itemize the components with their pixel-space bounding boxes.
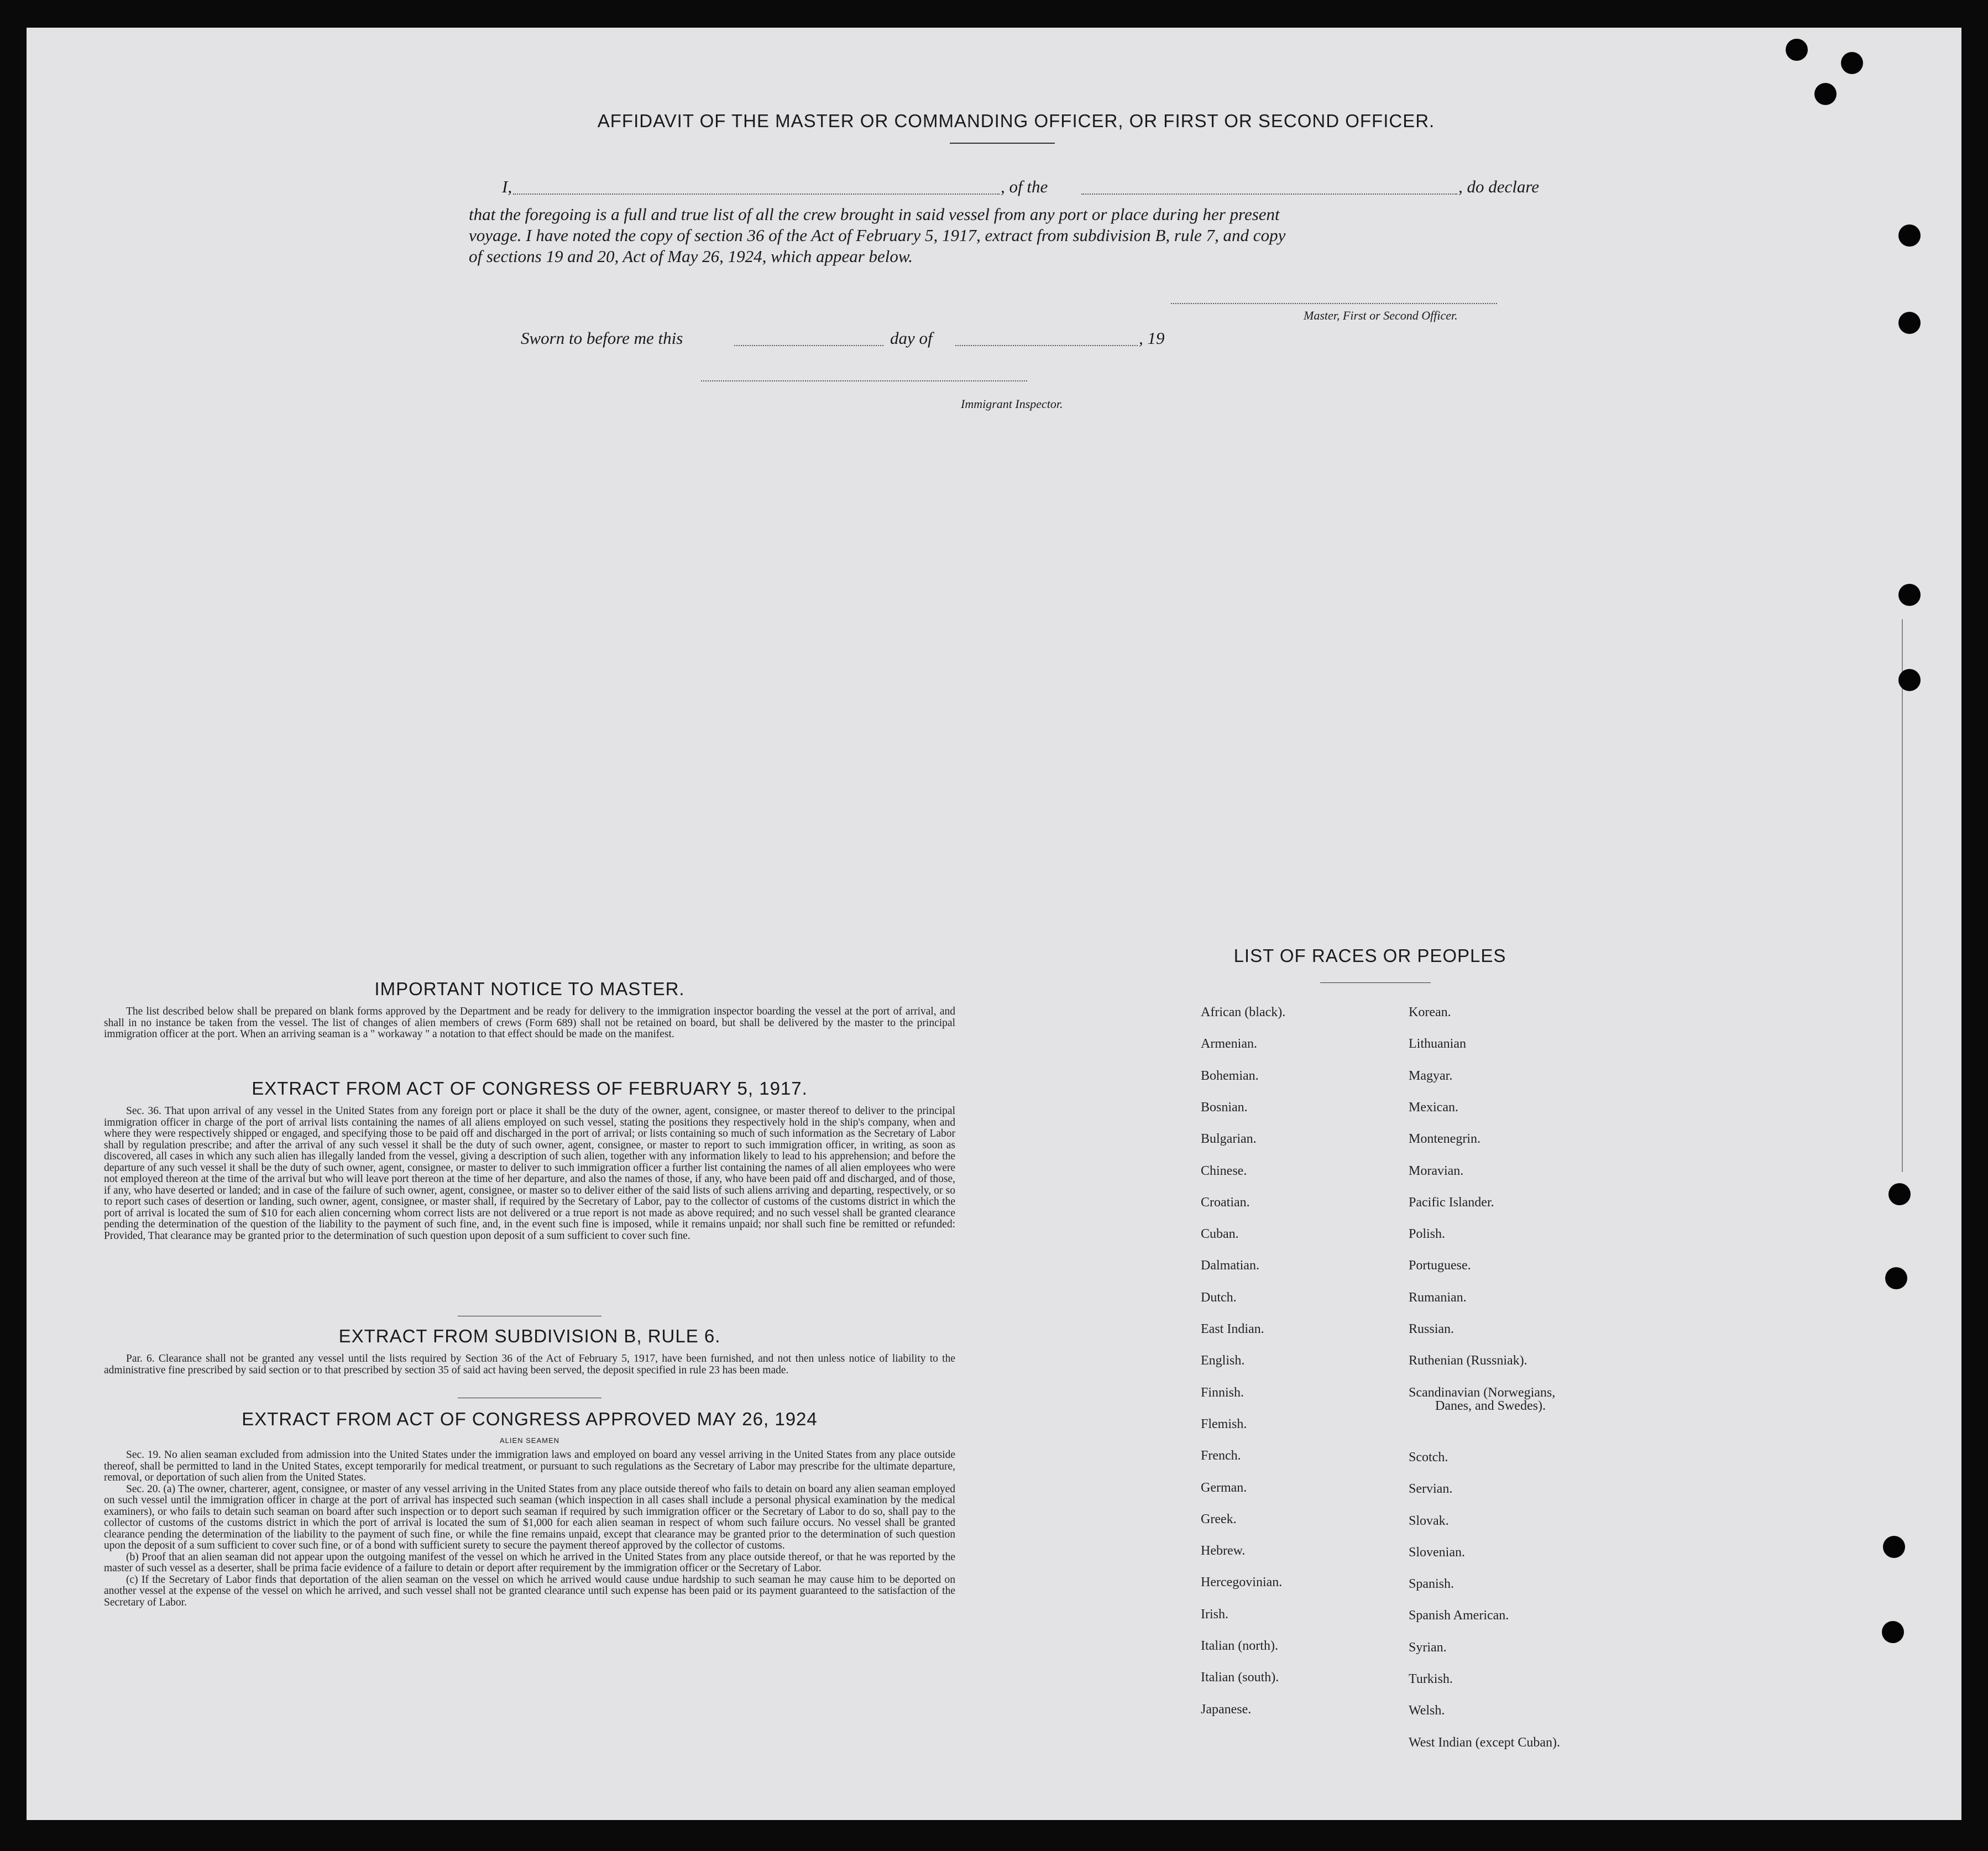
race-item: Pacific Islander. (1409, 1195, 1494, 1210)
race-item: Moravian. (1409, 1163, 1464, 1178)
race-item: Bulgarian. (1201, 1132, 1257, 1147)
race-item: Bohemian. (1201, 1068, 1259, 1083)
title-rule (950, 143, 1055, 144)
binder-hole (1882, 1621, 1904, 1643)
race-item: Spanish. (1409, 1577, 1455, 1592)
race-item: Welsh. (1409, 1703, 1445, 1718)
binder-hole (1898, 312, 1921, 334)
races-rule (1320, 982, 1431, 983)
binder-hole (1888, 1183, 1911, 1205)
year-label: , 19 (1139, 328, 1165, 348)
sworn-day-line (734, 345, 883, 346)
extract-rule6-body (104, 1353, 955, 1376)
race-item: Danes, and Swedes). (1435, 1398, 1546, 1413)
binder-hole (1883, 1536, 1905, 1558)
race-item: Magyar. (1409, 1068, 1453, 1083)
margin-line (1902, 619, 1903, 1172)
affidavit-of-the: , of the (1001, 177, 1048, 196)
binder-hole (1786, 39, 1808, 61)
race-item: West Indian (except Cuban). (1409, 1735, 1560, 1750)
inspector-label: Immigrant Inspector. (961, 397, 1063, 411)
sworn-label: Sworn to before me this (521, 328, 683, 348)
race-item: Rumanian. (1409, 1290, 1467, 1305)
extract-1917-body (104, 1106, 955, 1242)
master-signature-label: Master, First or Second Officer. (1304, 308, 1458, 322)
affidavit-line-2: voyage. I have noted the copy of section 36 of the Act of February 5, 1917, extract from subdivision B, rule 7, and copy (469, 226, 1286, 245)
race-item: Turkish. (1409, 1672, 1453, 1686)
race-item: East Indian. (1201, 1322, 1264, 1336)
vessel-blank-line (1081, 194, 1457, 195)
race-item: Russian. (1409, 1322, 1455, 1336)
race-item: Portuguese. (1409, 1258, 1471, 1273)
affidavit-line-3: of sections 19 and 20, Act of May 26, 1924, which appear below. (469, 247, 913, 266)
binder-hole (1814, 83, 1837, 105)
extract-1924-title: EXTRACT FROM ACT OF CONGRESS APPROVED MAY 26, 1924 (242, 1409, 818, 1429)
affidavit-i-label: I, (502, 177, 512, 196)
sec-19-paragraph: Sec. 19. No alien seaman excluded from admission into the United States under the immigration laws and employed on board any vessel arriving in the United States from any place outside thereof, shall be permitted to land in the United States, except temporarily for medical treatment, or pursuant to such regulations as the Secretary of Labor may prescribe for the ultimate departure, removal, or deportation of such alien from the United States. (104, 1449, 955, 1483)
race-item: Mexican. (1409, 1100, 1458, 1115)
document-page (27, 28, 1961, 1820)
race-item: Finnish. (1201, 1385, 1244, 1400)
notice-body (104, 1006, 955, 1040)
binder-hole (1898, 224, 1921, 247)
name-blank-line (513, 194, 1000, 195)
section-36-paragraph: Sec. 36. That upon arrival of any vessel in the United States from any foreign port or place it shall be the duty of the owner, agent, consignee, or master thereof to deliver to the principal immigration officer in charge of the port of arrival lists containing the names of all aliens employed on such vessel, stating the positions they respectively hold in the ship's company, when and where they were respectively shipped or engaged, and specifying those to be paid off and discharged in the port of arrival; or lists containing so much of such information as the Secretary of Labor shall by regulation prescribe; and after the arrival of any such vessel it shall be the duty of such owner, agent, consignee, or master to report to such immigration officer, in writing, as soon as discovered, all cases in which any such alien has illegally landed from the vessel, giving a description of such alien, together with any information likely to lead to his apprehension; and before the departure of any such vessel it shall be the duty of such owner, agent, consignee, or master to deliver to such immigration officer a further list containing the names of all alien employees who were not employed thereon at the time of the arrival but who will leave port thereon at the time of her departure, and also the names of those, if any, who have been paid off and discharged, and of those, if any, who have deserted or landed; and in case of the failure of such owner, agent, consignee, or master so to deliver either of the said lists of such aliens arriving and departing, respectively, or so to report such cases of desertion or landing, such owner, agent, consignee, or master shall, if required by the Secretary of Labor, pay to the collector of customs of the customs district in which the port of arrival is located the sum of $10 for each alien concerning whom correct lists are not delivered or a true report is not made as above required; and no such vessel shall be granted clearance pending the determination of the question of the liability to the payment of such fine, and, in the event such fine is imposed, while it remains unpaid; nor shall such fine be remitted or refunded: Provided, That clearance may be granted prior to the determination of such question upon deposit of a sum sufficient to cover such fine. (104, 1105, 955, 1242)
race-item: Polish. (1409, 1227, 1446, 1242)
race-item: Scandinavian (Norwegians, (1409, 1385, 1556, 1400)
race-item: Lithuanian (1409, 1037, 1466, 1052)
race-item: Greek. (1201, 1512, 1237, 1526)
race-item: English. (1201, 1353, 1245, 1368)
sec-20a-paragraph: Sec. 20. (a) The owner, charterer, agent, consignee, or master of any vessel arriving in the United States from any place outside thereof who fails to detain on board any alien seaman employed on such vessel until the immigration officer in charge at the port of arrival has inspected such seaman (which inspection in all cases shall include a personal physical examination by the medical examiners), or who fails to detain such seaman on board after such inspection or to deport such seaman if required by such immigration officer or the Secretary of Labor to do so, shall pay to the collector of customs of the customs district in which the port of arrival is located the sum of $1,000 for each alien seaman in respect of whom such failure occurs. No vessel shall be granted clearance pending the determination of the liability to the payment of such fine, or while the fine remains unpaid, except that clearance may be granted prior to the determination of such question upon the deposit of a sum sufficient to cover such fine, or of a bond with sufficient surety to secure the payment thereof approved by the collector of customs. (104, 1483, 955, 1551)
binder-hole (1898, 669, 1921, 691)
sec-20c-paragraph: (c) If the Secretary of Labor finds that deportation of the alien seaman on the vessel on which he arrived would cause undue hardship to such seaman he may cause him to be deported on another vessel at the expense of the vessel on which he arrived, and such vessel shall not be granted clearance until such expense has been paid or its payment guaranteed to the satisfaction of the Secretary of Labor. (104, 1573, 955, 1608)
race-item: Montenegrin. (1409, 1132, 1480, 1147)
affidavit-do-declare: , do declare (1458, 177, 1540, 196)
race-item: Dutch. (1201, 1290, 1237, 1305)
race-item: Slovenian. (1409, 1545, 1465, 1560)
alien-seamen-subtitle: ALIEN SEAMEN (499, 1436, 560, 1445)
sworn-month-line (955, 345, 1138, 346)
race-item: Armenian. (1201, 1037, 1257, 1052)
affidavit-line-1: that the foregoing is a full and true list of all the crew brought in said vessel from any port or place during her present (469, 205, 1280, 224)
race-item: Ruthenian (Russniak). (1409, 1353, 1527, 1368)
race-item: African (black). (1201, 1005, 1286, 1019)
race-item: Cuban. (1201, 1227, 1239, 1242)
race-item: Irish. (1201, 1607, 1228, 1622)
inspector-signature-line (701, 380, 1027, 381)
notice-paragraph: The list described below shall be prepared on blank forms approved by the Department and be ready for delivery to the immigration inspector boarding the vessel at the port of arrival, and shall in no instance be taken from the vessel. The list of changes of alien members of crews (Form 689) shall not be retained on board, but shall be delivered by the master to the principal immigration officer at the port. When an arriving seaman is a " workaway " a notation to that effect should be made on the manifest. (104, 1006, 955, 1040)
race-item: Italian (south). (1201, 1670, 1279, 1685)
race-item: Hercegovinian. (1201, 1575, 1283, 1590)
day-of-label: day of (890, 328, 933, 348)
par-6-paragraph: Par. 6. Clearance shall not be granted any vessel until the lists required by Section 36 of the Act of February 5, 1917, have been furnished, and not then unless notice of liability to the administrative fine prescribed by said section or to that prescribed by section 35 of said act having been served, the deposit specified in rule 23 has been made. (104, 1353, 955, 1376)
race-item: French. (1201, 1449, 1241, 1463)
race-item: Servian. (1409, 1482, 1453, 1497)
race-item: Spanish American. (1409, 1608, 1509, 1623)
extract-1917-title: EXTRACT FROM ACT OF CONGRESS OF FEBRUARY 5, 1917. (252, 1078, 808, 1099)
race-item: Bosnian. (1201, 1100, 1248, 1115)
extract-1924-body (104, 1450, 955, 1608)
races-title: LIST OF RACES OR PEOPLES (1233, 945, 1506, 966)
master-signature-line (1171, 303, 1497, 304)
binder-hole (1885, 1267, 1907, 1289)
binder-hole (1898, 584, 1921, 606)
affidavit-title: AFFIDAVIT OF THE MASTER OR COMMANDING OFFICER, OR FIRST OR SECOND OFFICER. (597, 111, 1435, 131)
race-item: Italian (north). (1201, 1639, 1278, 1653)
sec-20b-paragraph: (b) Proof that an alien seaman did not appear upon the outgoing manifest of the vessel on which he arrived in the United States from any place outside thereof, or that he was reported by the master of such vessel as a deserter, shall be prima facie evidence of a failure to detain or deport after requirement by the immigration officer or the Secretary of Labor. (104, 1551, 955, 1574)
race-item: Hebrew. (1201, 1544, 1246, 1559)
race-item: Croatian. (1201, 1195, 1250, 1210)
race-item: Syrian. (1409, 1640, 1447, 1655)
race-item: Chinese. (1201, 1163, 1247, 1178)
binder-hole (1841, 52, 1863, 74)
race-item: Flemish. (1201, 1416, 1247, 1431)
race-item: Japanese. (1201, 1702, 1252, 1717)
race-item: Scotch. (1409, 1450, 1448, 1465)
race-item: German. (1201, 1480, 1247, 1495)
extract-rule6-title: EXTRACT FROM SUBDIVISION B, RULE 6. (338, 1326, 721, 1346)
race-item: Korean. (1409, 1005, 1451, 1019)
race-item: Slovak. (1409, 1513, 1449, 1528)
notice-title: IMPORTANT NOTICE TO MASTER. (374, 979, 685, 999)
race-item: Dalmatian. (1201, 1258, 1259, 1273)
